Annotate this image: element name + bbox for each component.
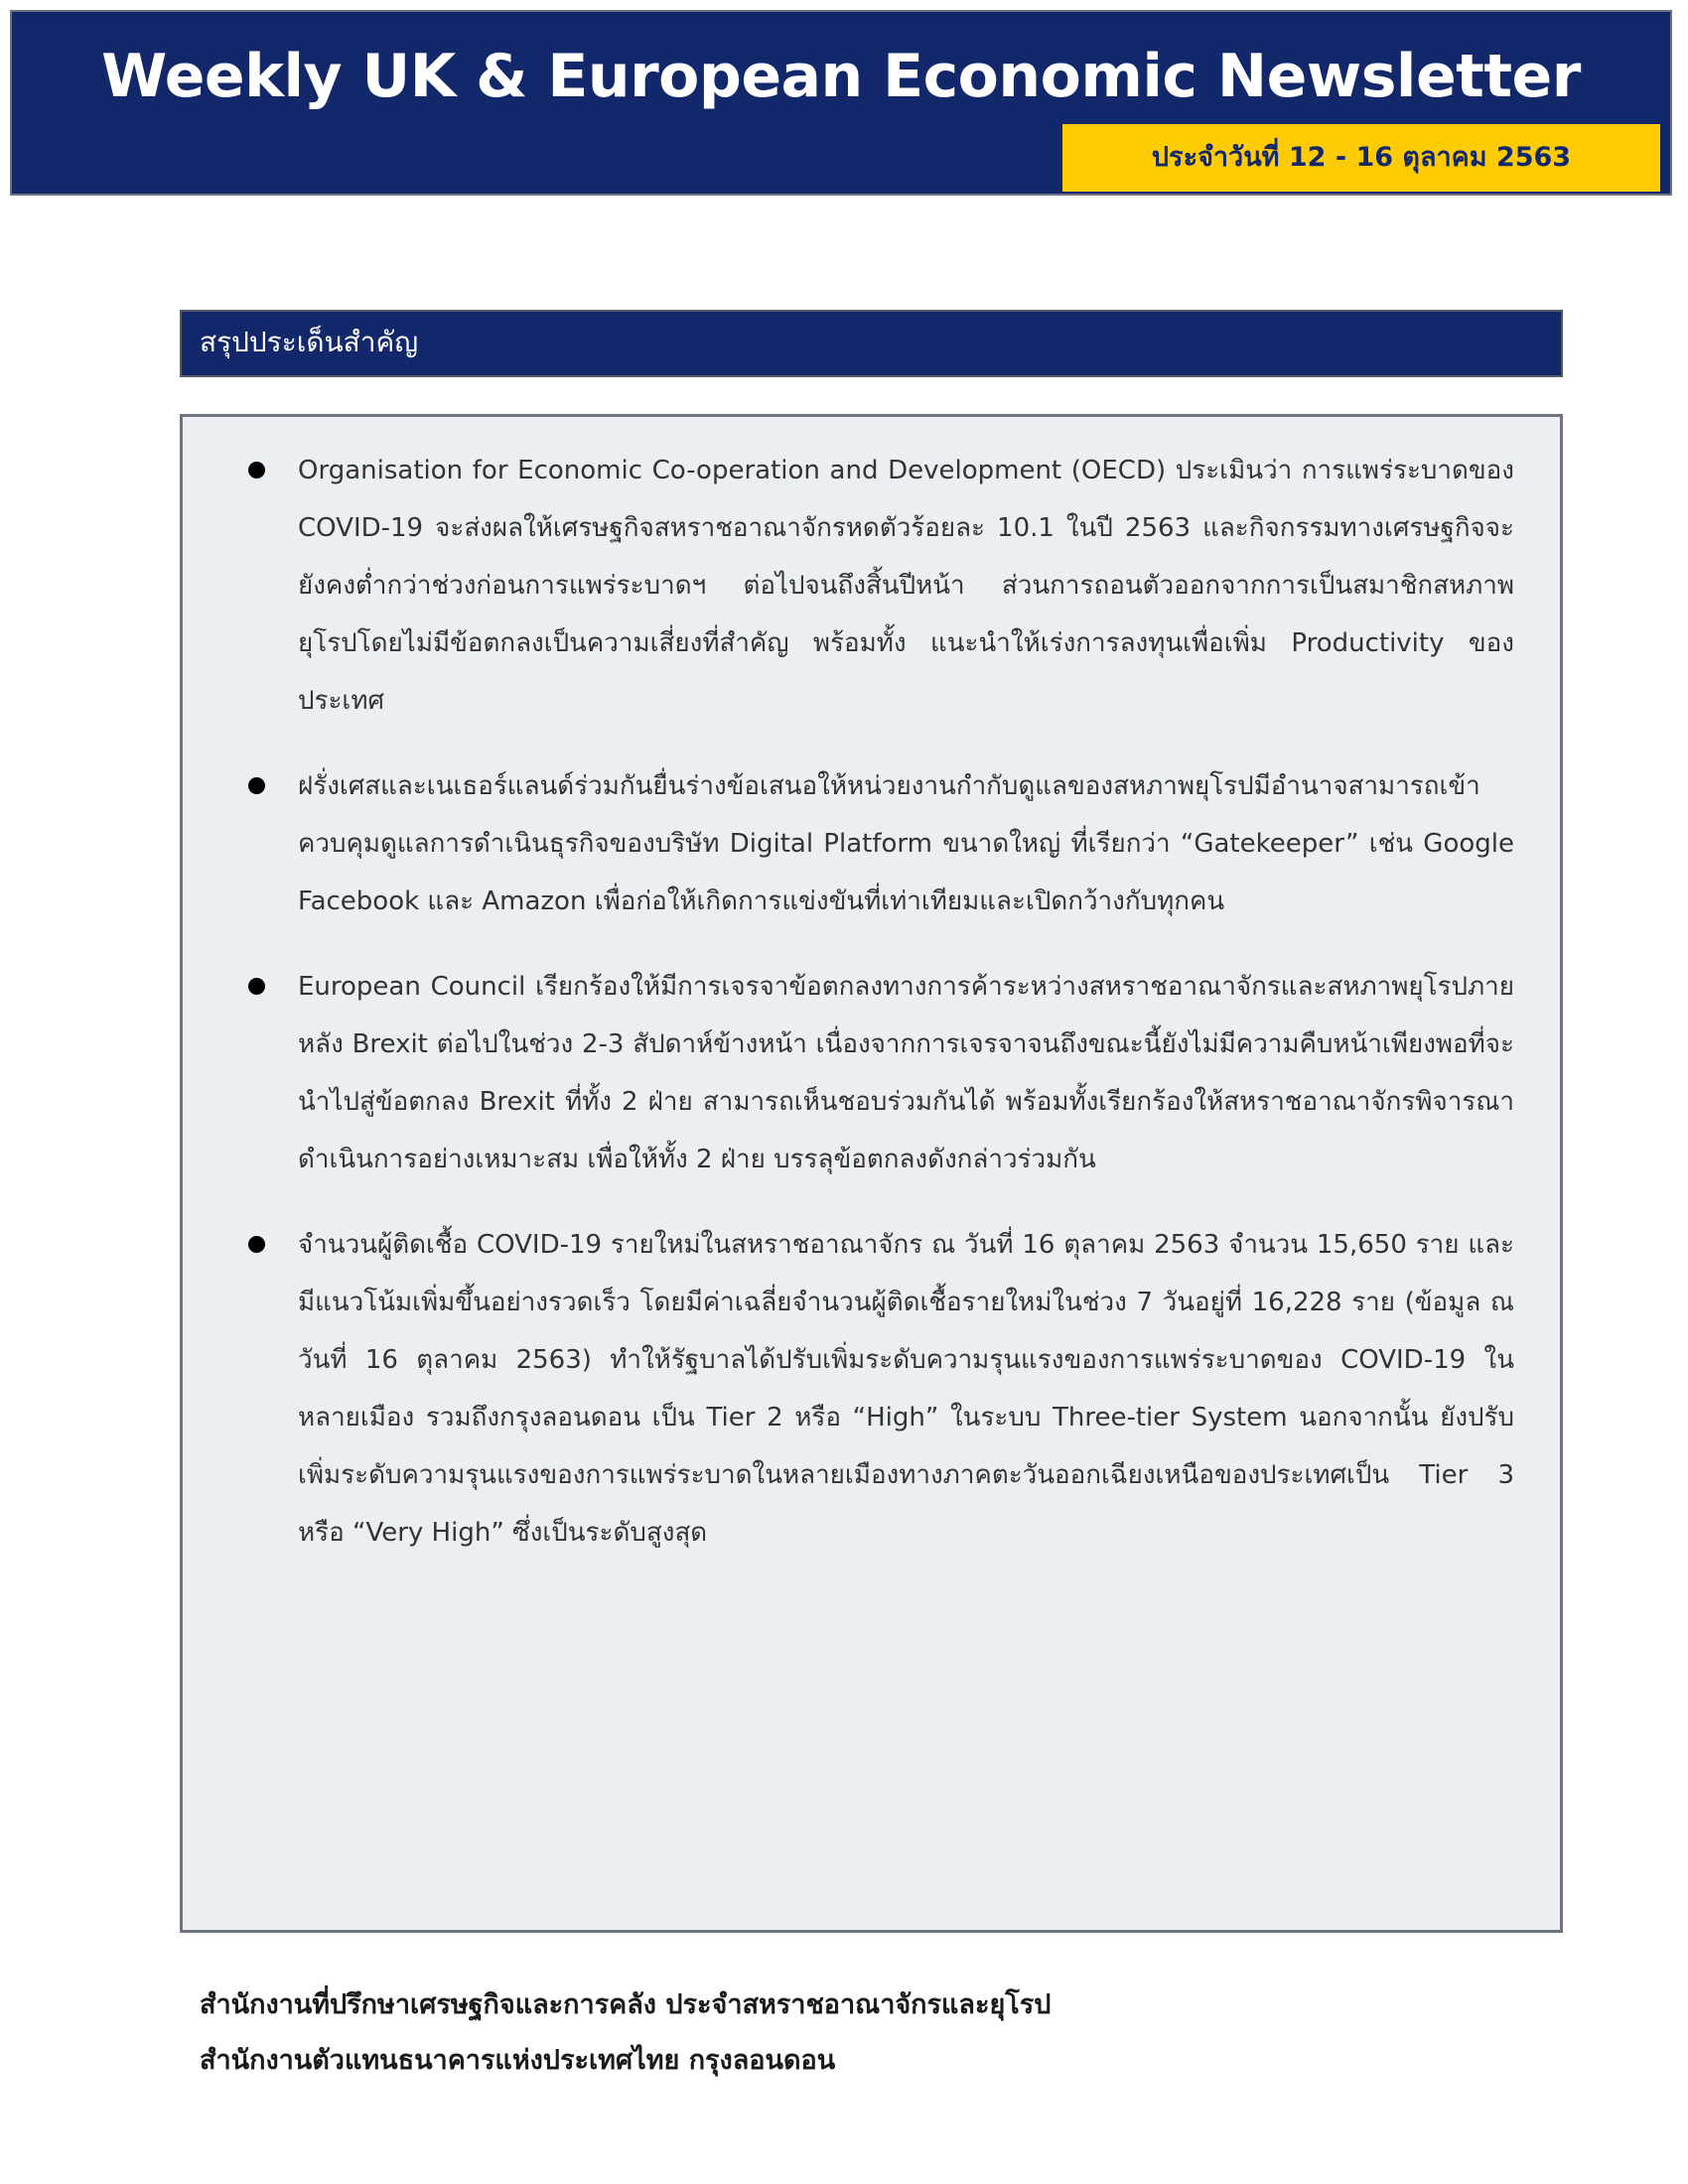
bullet-dot-icon — [248, 777, 265, 794]
bullet-dot-icon — [248, 462, 265, 478]
section-header: สรุปประเด็นสำคัญ — [180, 310, 1563, 377]
bullet-text: ฝรั่งเศสและเนเธอร์แลนด์ร่วมกันยื่นร่างข้อเสนอให้หน่วยงานกำกับดูแลของสหภาพยุโรปมีอำนาจสามารถเข้าควบคุมดูแลการดำเนินธุรกิจของบริษัท Digital Platform ขนาดใหญ่ ที่เรียกว่า “Gatekeeper” เช่น Google Facebook และ Amazon เพื่อก่อให้เกิดการแข่งขันที่เท่าเทียมและเปิดกว้างกับทุกคน — [298, 771, 1514, 916]
footer-bank-line: สำนักงานตัวแทนธนาคารแห่งประเทศไทย กรุงลอนดอน — [200, 2045, 836, 2076]
bullet-item-covid-cases — [183, 1216, 1560, 1562]
bullet-dot-icon — [248, 1236, 265, 1253]
date-badge: ประจำวันที่ 12 - 16 ตุลาคม 2563 — [1062, 124, 1660, 192]
summary-box — [180, 414, 1563, 1933]
bullet-text: Organisation for Economic Co-operation and Development (OECD) ประเมินว่า การแพร่ระบาดของ COVID-19 จะส่งผลให้เศรษฐกิจสหราชอาณาจักรหดตัวร้อยละ 10.1 ในปี 2563 และกิจกรรมทางเศรษฐกิจจะยังคงต่ำกว่าช่วงก่อนการแพร่ระบาดฯ ต่อไปจนถึงสิ้นปีหน้า ส่วนการถอนตัวออกจากการเป็นสมาชิกสหภาพยุโรปโดยไม่มีข้อตกลงเป็นความเสี่ยงที่สำคัญ พร้อมทั้ง แนะนำให้เร่งการลงทุนเพื่อเพิ่ม Productivity ของประเทศ — [298, 456, 1514, 716]
bullet-list — [183, 442, 1560, 1589]
bullet-item-european-council — [183, 958, 1560, 1188]
footer — [200, 1978, 1490, 2089]
bullet-text: European Council เรียกร้องให้มีการเจรจาข้อตกลงทางการค้าระหว่างสหราชอาณาจักรและสหภาพยุโรปภายหลัง Brexit ต่อไปในช่วง 2-3 สัปดาห์ข้างหน้า เนื่องจากการเจรจาจนถึงขณะนี้ยังไม่มีความคืบหน้าเพียงพอที่จะนำไปสู่ข้อตกลง Brexit ที่ทั้ง 2 ฝ่าย สามารถเห็นชอบร่วมกันได้ พร้อมทั้งเรียกร้องให้สหราชอาณาจักรพิจารณาดำเนินการอย่างเหมาะสม เพื่อให้ทั้ง 2 ฝ่าย บรรลุข้อตกลงดังกล่าวร่วมกัน — [298, 972, 1514, 1174]
bullet-item-oecd — [183, 442, 1560, 730]
bullet-item-digital-platform — [183, 757, 1560, 930]
footer-office-line: สำนักงานที่ปรึกษาเศรษฐกิจและการคลัง ประจำสหราชอาณาจักรและยุโรป — [200, 1989, 1052, 2020]
newsletter-title: Weekly UK & European Economic Newsletter — [101, 42, 1581, 111]
bullet-dot-icon — [248, 978, 265, 995]
bullet-text: จำนวนผู้ติดเชื้อ COVID-19 รายใหม่ในสหราชอาณาจักร ณ วันที่ 16 ตุลาคม 2563 จำนวน 15,650 ราย และมีแนวโน้มเพิ่มขึ้นอย่างรวดเร็ว โดยมีค่าเฉลี่ยจำนวนผู้ติดเชื้อรายใหม่ในช่วง 7 วันอยู่ที่ 16,228 ราย (ข้อมูล ณ วันที่ 16 ตุลาคม 2563) ทำให้รัฐบาลได้ปรับเพิ่มระดับความรุนแรงของการแพร่ระบาดของ COVID-19 ในหลายเมือง รวมถึงกรุงลอนดอน เป็น Tier 2 หรือ “High” ในระบบ Three-tier System นอกจากนั้น ยังปรับเพิ่มระดับความรุนแรงของการแพร่ระบาดในหลายเมืองทางภาคตะวันออกเฉียงเหนือของประเทศเป็น Tier 3 หรือ “Very High” ซึ่งเป็นระดับสูงสุด — [298, 1230, 1514, 1548]
newsletter-banner — [10, 10, 1672, 196]
